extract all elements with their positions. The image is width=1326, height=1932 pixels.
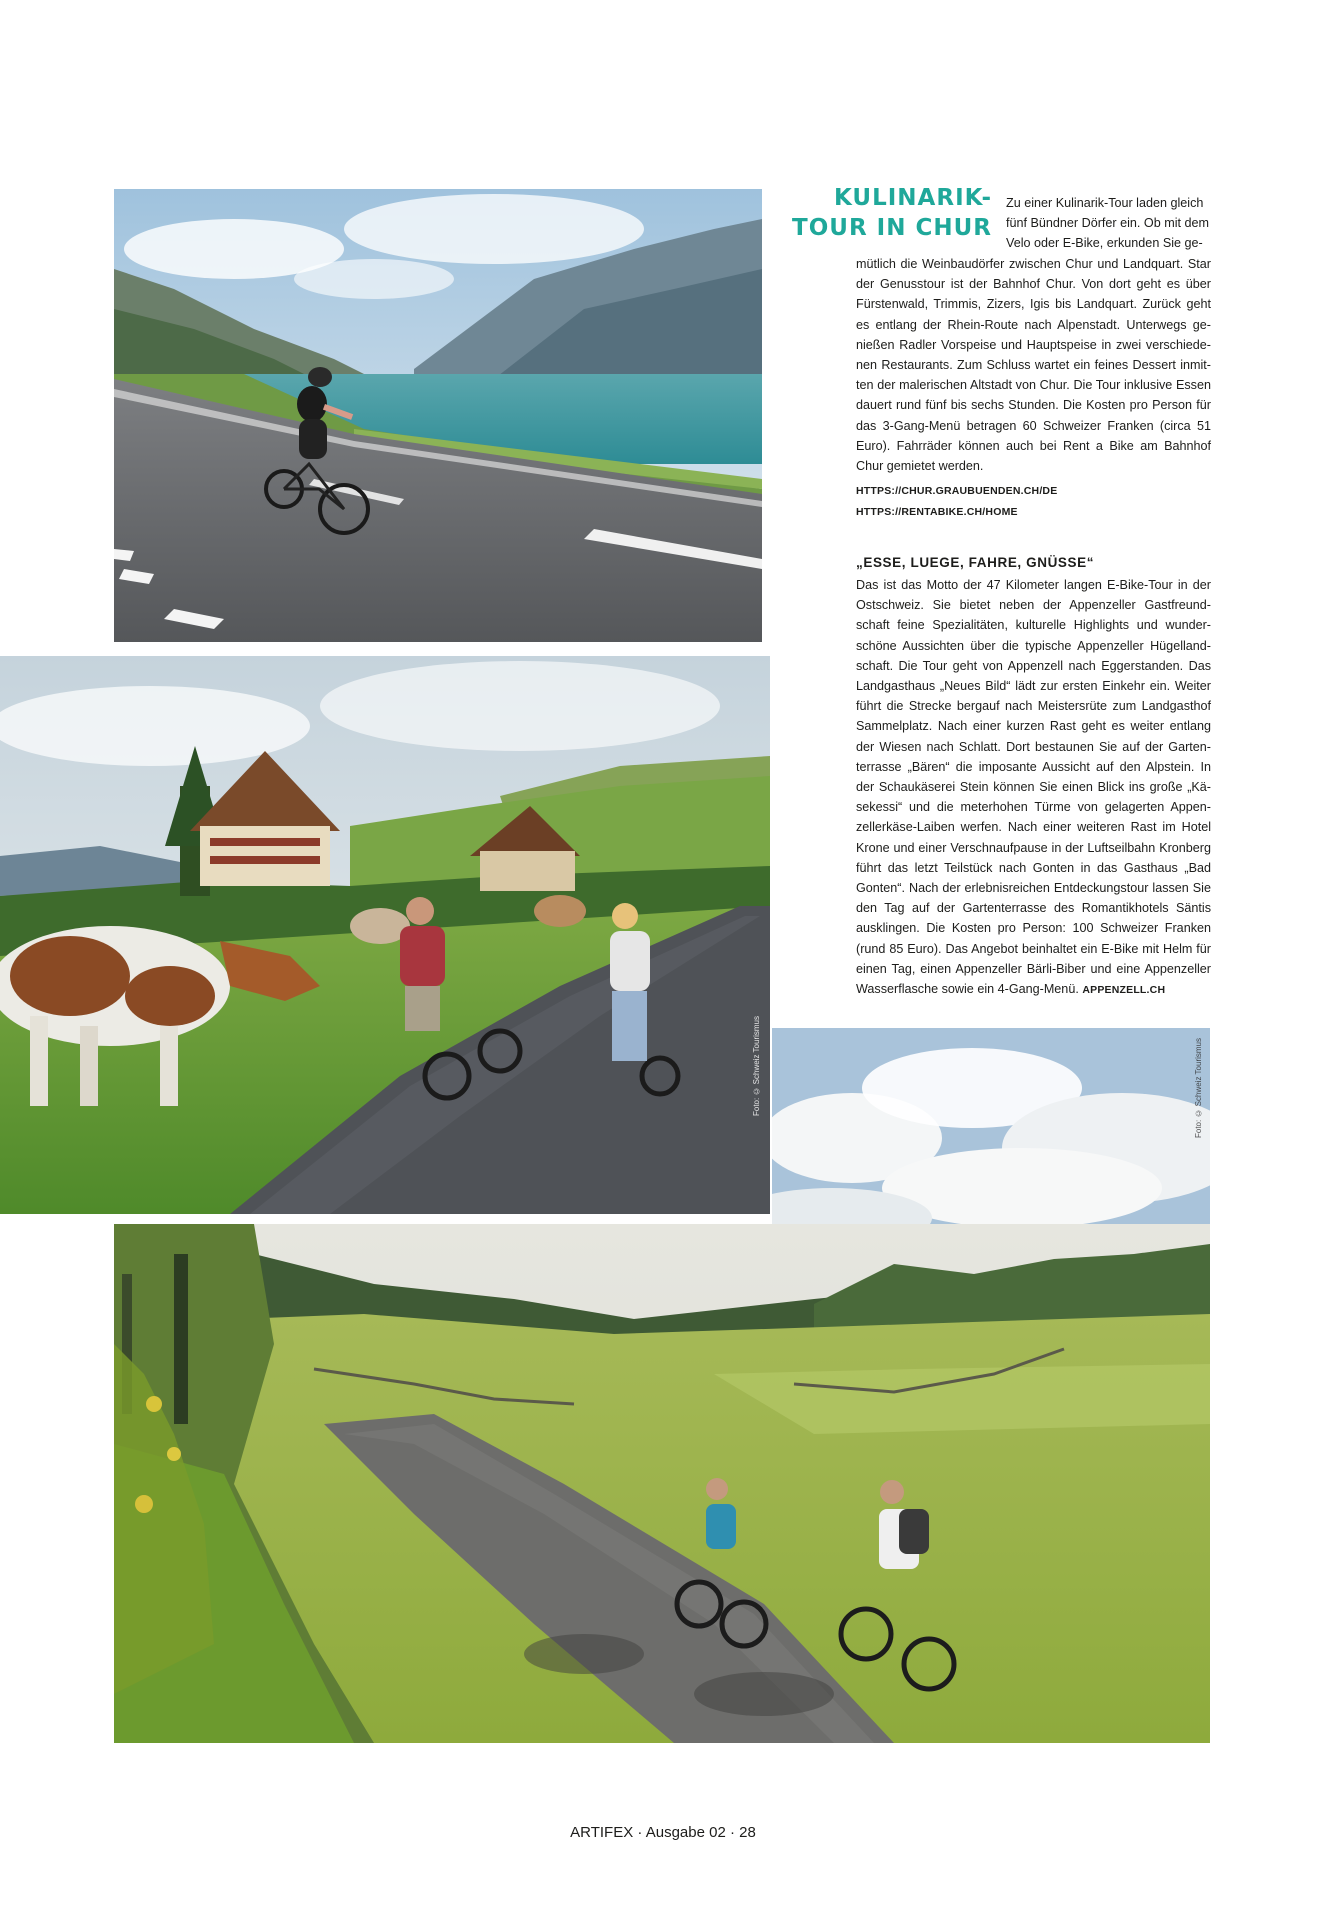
intro-line: fünf Bündner Dörfer ein. Ob mit dem (1006, 216, 1209, 231)
page-number: 28 (739, 1824, 756, 1841)
issue-number: Ausgabe 02 (645, 1824, 726, 1841)
photo-credit-cows: Foto: © Schweiz Tourismus (752, 1016, 761, 1116)
magazine-name: ARTIFEX (570, 1824, 634, 1841)
link-chur[interactable]: HTTPS://CHUR.GRAUBUENDEN.CH/DE (856, 485, 1058, 498)
heading-line-2: TOUR IN CHUR (792, 215, 992, 241)
intro-line: Velo oder E-Bike, erkunden Sie ge- (1006, 236, 1203, 251)
photo-road-cyclist-lake (114, 189, 762, 642)
section-heading-kulinarik (790, 183, 992, 243)
section1-intro (1006, 193, 1211, 254)
footer-separator: · (637, 1824, 643, 1841)
section2-body-text: Das ist das Motto der 47 Kilometer langen E-Bike-Tour in der Ostschweiz. Sie bietet neben der Appenzeller Gastfreund-schaft feine Spezialitäten, kulturelle Highlights und wunder-schöne Aussichten über die typische Appenzeller Hügelland-schaft. Die Tour geht von Appenzell nach Eggerstanden. Das Landgasthaus „Neues Bild“ lädt zur ersten Einkehr ein. Weiter führt die Strecke bergauf nach Meistersrüte zum Landgasthof Sammelplatz. Nach einer kurzen Rast geht es weiter entlang der Wiesen nach Schlatt. Dort bestaunen Sie auf der Garten-terrasse „Bären“ die imposante Aussicht auf den Alpstein. In der Schaukäserei Stein können Sie einen Blick ins große „Kä-sekessi“ und die meterhohen Türme von gelagerten Appen-zellerkäse-Laiben werfen. Nach einer weiteren Rast im Hotel Krone und einer Verschnaufpause in der Luftseilbahn Kronberg führt das letzt Teilstück nach Gonten in das Gasthaus „Bad Gonten“. Nach der erlebnisreichen Entdeckungstour lassen Sie den Tag auf der Gartenterrasse des Romantikhotels Säntis ausklingen. Die Kosten pro Person: 100 Schweizer Franken (rund 85 Euro). Das Angebot beinhaltet ein E-Bike mit Helm für einen Tag, einen Appenzeller Bärli-Biber und eine Appenzeller Wasserflasche sowie ein 4-Gang-Menü. (856, 578, 1211, 997)
section2-body (856, 575, 1211, 1000)
photo-meadow-cyclists (114, 1224, 1210, 1743)
link-rentabike[interactable]: HTTPS://RENTABIKE.CH/HOME (856, 506, 1018, 519)
intro-line: Zu einer Kulinarik-Tour laden gleich (1006, 196, 1204, 210)
section1-body-text: mütlich die Weinbaudörfer zwischen Chur und Landquart. Star der Genusstour ist der Bahnhof Chur. Von dort geht es über Fürstenwald, Trimmis, Zizers, Igis bis Landquart. Zurück geht es entlang der Rhein-Route nach Alpenstadt. Unterwegs ge-nießen Radler Vorspeise und Hauptspeise in zwei verschiede-nen Restaurants. Zum Schluss wartet ein feines Dessert inmit-ten der malerischen Altstadt von Chur. Die Tour inklusive Essen dauert rund fünf bis sechs Stunden. Die Kosten pro Person für das 3-Gang-Menü betragen 60 Schweizer Franken (circa 51 Euro). Fahrräder können auch bei Rent a Bike am Bahnhof Chur gemietet werden. (856, 257, 1211, 474)
section1-body (856, 254, 1211, 523)
photo-credit-sky: Foto: © Schweiz Tourismus (1194, 1038, 1203, 1138)
section-heading-esse-luege: „ESSE, LUEGE, FAHRE, GNÜSSE“ (856, 555, 1095, 570)
page-footer (0, 1824, 1326, 1841)
heading-line-1: KULINARIK- (834, 185, 992, 211)
footer-separator: · (729, 1824, 735, 1841)
photo-sky-clouds (772, 1028, 1210, 1234)
photo-cows-ebikers (0, 656, 770, 1214)
link-appenzell[interactable]: APPENZELL.CH (1082, 984, 1166, 997)
